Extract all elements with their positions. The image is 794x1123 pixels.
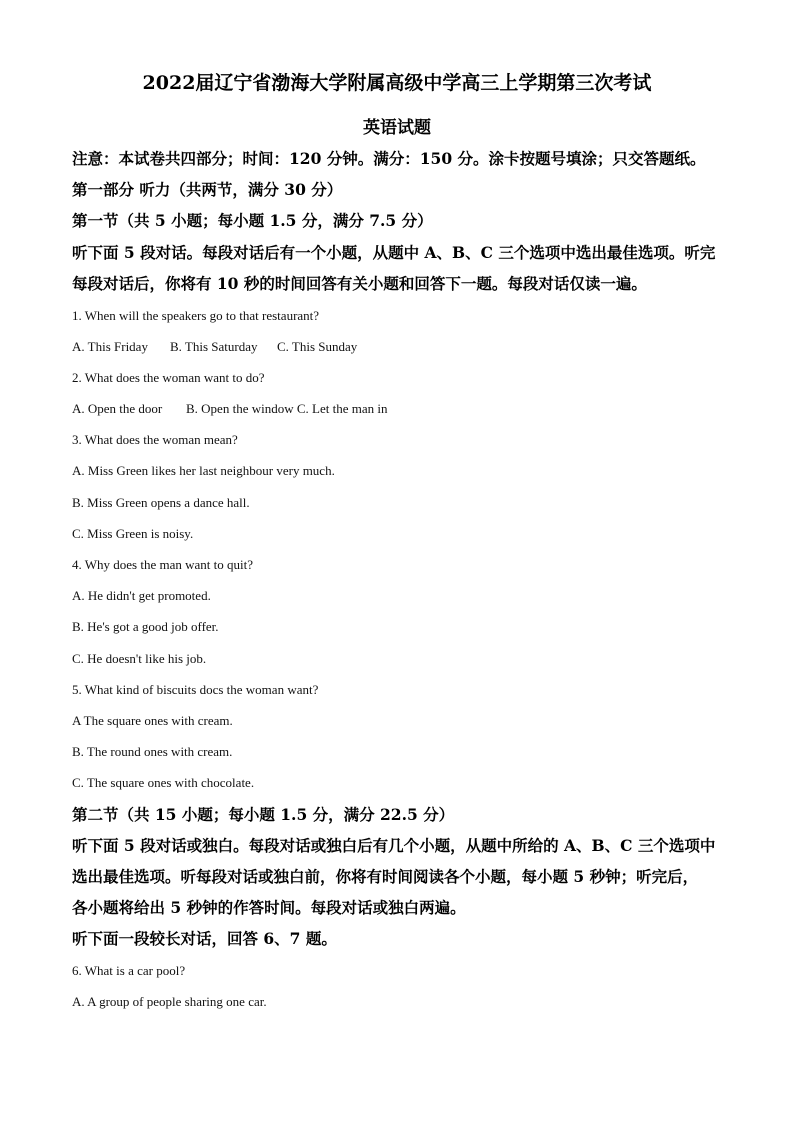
question-3-stem: 3. What does the woman mean?	[72, 432, 238, 447]
question-4-option-c: C. He doesn't like his job.	[72, 651, 207, 666]
question-6-stem: 6. What is a car pool?	[72, 963, 186, 978]
question-3-option-a: A. Miss Green likes her last neighbour very much.	[72, 463, 335, 478]
question-2-options	[72, 401, 387, 417]
question-1-option-b: B. This Saturday	[170, 339, 258, 354]
question-1-stem: 1. When will the speakers go to that restaurant?	[72, 308, 320, 323]
question-3-option-c: C. Miss Green is noisy.	[72, 526, 194, 541]
exam-subtitle: 英语试题	[363, 118, 431, 138]
question-5-option-b: B. The round ones with cream.	[72, 744, 233, 759]
section2-instructions-line1: 听下面 5 段对话或独白。每段对话或独白后有几个小题，从题中所给的 A、B、C 三个选项中	[72, 836, 716, 855]
section1-instructions-line2: 每段对话后，你将有 10 秒的时间回答有关小题和回答下一题。每段对话仅读一遍。	[72, 274, 647, 293]
question-2-stem: 2. What does the woman want to do?	[72, 370, 265, 385]
part1-heading: 第一部分 听力（共两节，满分 30 分）	[72, 180, 343, 199]
question-4-option-a: A. He didn't get promoted.	[72, 588, 211, 603]
question-5-option-c: C. The square ones with chocolate.	[72, 775, 255, 790]
question-4-stem: 4. Why does the man want to quit?	[72, 557, 254, 572]
exam-notice: 注意：本试卷共四部分；时间：120 分钟。满分：150 分。涂卡按题号填涂；只交答题纸。	[72, 149, 706, 168]
section1-instructions-line1: 听下面 5 段对话。每段对话后有一个小题，从题中 A、B、C 三个选项中选出最佳选项。听完	[72, 243, 716, 262]
section2-instructions-line2: 选出最佳选项。听每段对话或独白前，你将有时间阅读各个小题，每小题 5 秒钟；听完后，	[72, 867, 699, 886]
question-6-option-a: A. A group of people sharing one car.	[72, 994, 267, 1009]
exam-title: 2022届辽宁省渤海大学附属高级中学高三上学期第三次考试	[142, 72, 652, 94]
question-3-option-b: B. Miss Green opens a dance hall.	[72, 495, 250, 510]
section2-heading: 第二节（共 15 小题；每小题 1.5 分，满分 22.5 分）	[72, 805, 455, 824]
question-2-option-a: A. Open the door	[72, 401, 163, 416]
section2-instructions-line3: 各小题将给出 5 秒钟的作答时间。每段对话或独白两遍。	[72, 898, 466, 917]
section1-heading: 第一节（共 5 小题；每小题 1.5 分，满分 7.5 分）	[72, 211, 433, 230]
question-1-option-c: C. This Sunday	[277, 339, 358, 354]
question-1-option-a: A. This Friday	[72, 339, 148, 354]
dialogue-intro: 听下面一段较长对话，回答 6、7 题。	[72, 929, 337, 948]
question-1-options	[72, 339, 357, 355]
question-5-option-a: A The square ones with cream.	[72, 713, 233, 728]
question-2-option-b: B. Open the window C. Let the man in	[186, 401, 388, 416]
question-4-option-b: B. He's got a good job offer.	[72, 619, 219, 634]
question-5-stem: 5. What kind of biscuits docs the woman want?	[72, 682, 319, 697]
